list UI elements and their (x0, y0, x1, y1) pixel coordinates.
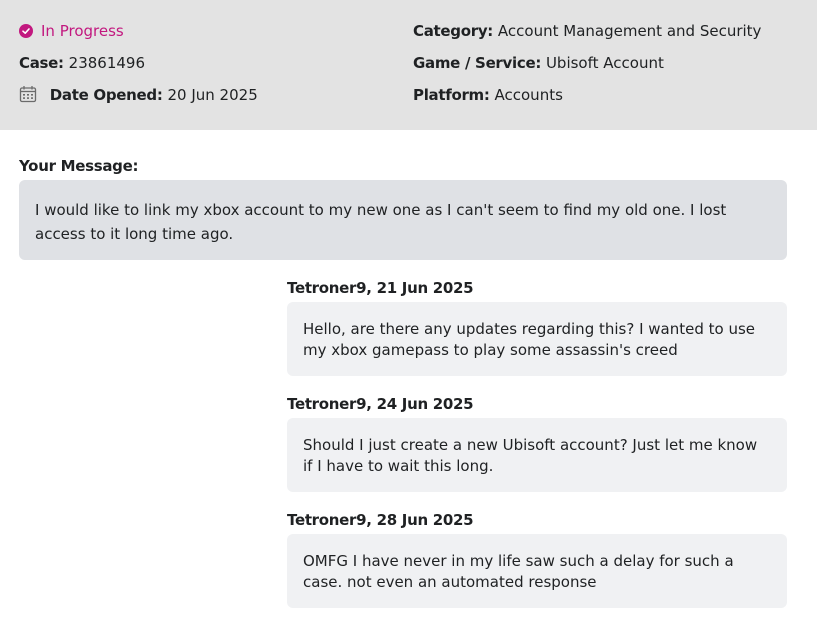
status-badge (19, 21, 124, 41)
game-service-value: Ubisoft Account (545, 54, 664, 72)
game-service-label: Game / Service: (413, 54, 546, 72)
reply-message: OMFG I have never in my life saw such a delay for such a case. not even an automated response (287, 534, 787, 608)
platform-row (413, 85, 563, 105)
case-number-row (19, 53, 145, 73)
category-row (413, 21, 761, 41)
reply-author-date: Tetroner9, 28 Jun 2025 (287, 511, 474, 529)
case-number: 23861496 (68, 54, 146, 72)
date-opened-value: 20 Jun 2025 (167, 86, 258, 104)
reply-author-date: Tetroner9, 21 Jun 2025 (287, 279, 474, 297)
case-summary-header (0, 0, 817, 130)
case-label: Case: (19, 54, 69, 72)
date-opened-row (19, 85, 258, 108)
platform-label: Platform: (413, 86, 495, 104)
category-value: Account Management and Security (497, 22, 762, 40)
calendar-icon (19, 85, 37, 108)
category-label: Category: (413, 22, 498, 40)
check-circle-icon (19, 24, 33, 38)
your-message-label: Your Message: (19, 157, 139, 175)
reply-author-date: Tetroner9, 24 Jun 2025 (287, 395, 474, 413)
reply-message: Should I just create a new Ubisoft account? Just let me know if I have to wait this long. (287, 418, 787, 492)
reply-message: Hello, are there any updates regarding this? I wanted to use my xbox gamepass to play some assassin's creed (287, 302, 787, 376)
game-service-row (413, 53, 664, 73)
date-opened-label: Date Opened: (49, 86, 168, 104)
original-message: I would like to link my xbox account to my new one as I can't seem to find my old one. I lost access to it long time ago. (19, 180, 787, 260)
status-text: In Progress (41, 22, 124, 40)
platform-value: Accounts (494, 86, 563, 104)
